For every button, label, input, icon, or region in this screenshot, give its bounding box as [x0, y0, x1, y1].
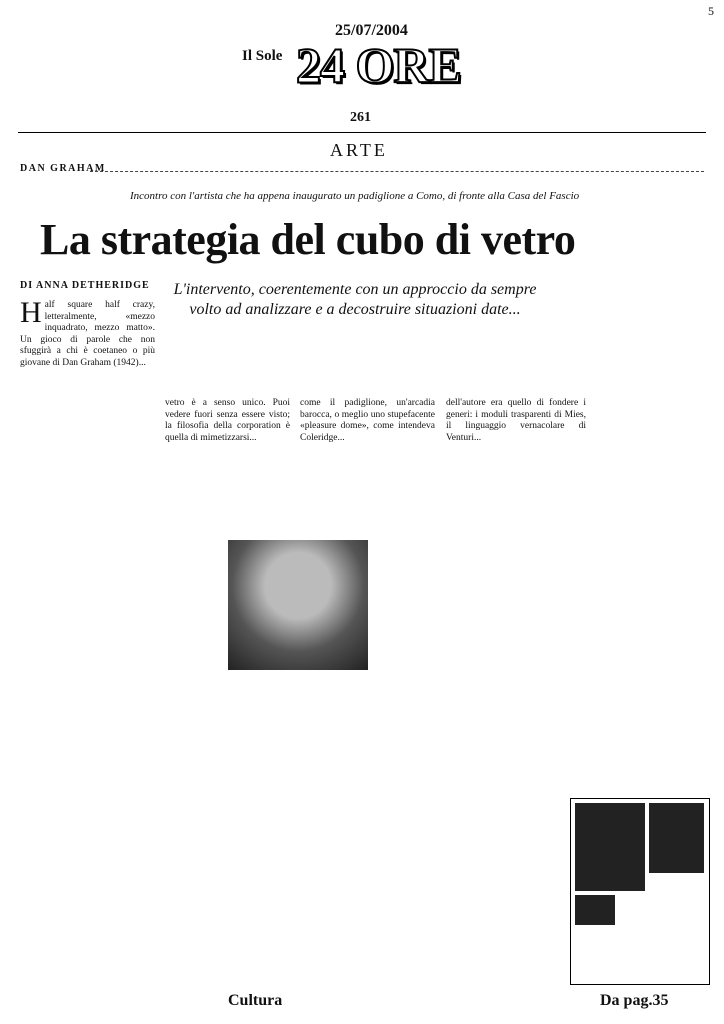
portrait-photo: [228, 540, 368, 670]
masthead-date: 25/07/2004: [335, 22, 408, 39]
issue-number: 261: [350, 110, 371, 125]
masthead-logo: 24 ORE: [296, 37, 461, 93]
dashed-divider: [90, 171, 704, 172]
thumbnail-block: [649, 803, 704, 873]
column-text: alf square half crazy, letteralmente, «mezzo inquadrato, mezzo matto». Un gioco di parole che non sfuggirà a chi è coetaneo o più giovane di Dan Graham (1942)...: [20, 300, 155, 368]
footer-page-ref: Da pag.35: [600, 992, 669, 1009]
lead-paragraph: L'intervento, coerentemente con un approccio da sempre volto ad analizzare e a decostruire situazioni date...: [173, 281, 537, 318]
article-column-3: come il padiglione, un'arcadia barocca, o meglio uno stupefacente «pleasure dome», come intendeva Coleridge...: [300, 398, 435, 443]
thumbnail-block: [575, 803, 645, 891]
page-number: 5: [708, 4, 714, 18]
top-rule: [18, 132, 706, 133]
article-column-4: dell'autore era quello di fondere i generi: i moduli trasparenti di Mies, il linguaggio vernacolare di Venturi...: [446, 398, 586, 443]
dropcap: H: [20, 296, 42, 329]
headline: La strategia del cubo di vetro: [40, 215, 576, 264]
thumbnail-block: [575, 895, 615, 925]
byline: DI ANNA DETHERIDGE: [20, 280, 150, 291]
article-column-2: vetro è a senso unico. Puoi vedere fuori senza essere visto; la filosofia della corporation è quella di mimetizzarsi...: [165, 398, 290, 443]
footer-section: Cultura: [228, 992, 283, 1009]
section-label: ARTE: [330, 140, 388, 160]
author-top: DAN GRAHAM: [20, 163, 106, 174]
subtitle: Incontro con l'artista che ha appena inaugurato un padiglione a Como, di fronte alla Casa del Fascio: [130, 190, 580, 202]
article-column-1: [20, 296, 155, 369]
masthead-prefix: Il Sole: [242, 48, 283, 64]
page-thumbnail: [570, 798, 710, 985]
